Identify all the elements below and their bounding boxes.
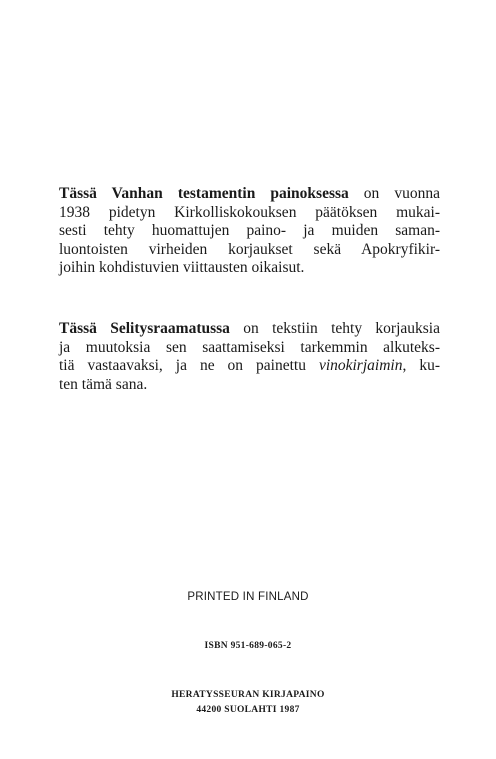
printer-name: HERATYSSEURAN KIRJAPAINO: [171, 690, 325, 700]
text-run: tiä vastaavaksi, ja ne on painettu: [59, 357, 319, 375]
text-line: [59, 357, 440, 376]
bold-phrase: Tässä Selitysraamatussa: [59, 320, 230, 337]
text-line: ja muutoksia sen saattamiseksi tarkemmin alkuteks-: [59, 338, 440, 356]
text-line: 1938 pidetyn Kirkolliskokouksen päätöksen mukai-: [59, 203, 440, 221]
italic-example-word: vinokirjaimin: [318, 357, 403, 375]
text-line: sesti tehty huomattujen paino- ja muiden saman-: [59, 222, 440, 240]
bold-phrase: Tässä Vanhan testamentin painoksessa: [59, 185, 349, 202]
text-line: [59, 185, 440, 204]
isbn-number: ISBN 951-689-065-2: [204, 641, 292, 651]
text-run: on tekstiin tehty korjauksia: [229, 320, 440, 337]
text-run: , ku-: [402, 357, 440, 375]
text-line: luontoisten virheiden korjaukset sekä Apokryfikir-: [59, 240, 440, 258]
text-run: on vuonna: [348, 185, 440, 202]
text-line: [59, 320, 440, 339]
text-line: ten tämä sana.: [59, 375, 148, 393]
text-line: joihin kohdistuvien viittausten oikaisut.: [59, 259, 305, 277]
printer-imprint: [0, 688, 496, 718]
corrections-note-paragraph: [59, 320, 440, 394]
edition-note-paragraph: [59, 185, 440, 278]
printed-in-label: PRINTED IN FINLAND: [187, 591, 309, 603]
printer-address: 44200 SUOLAHTI 1987: [196, 705, 300, 715]
